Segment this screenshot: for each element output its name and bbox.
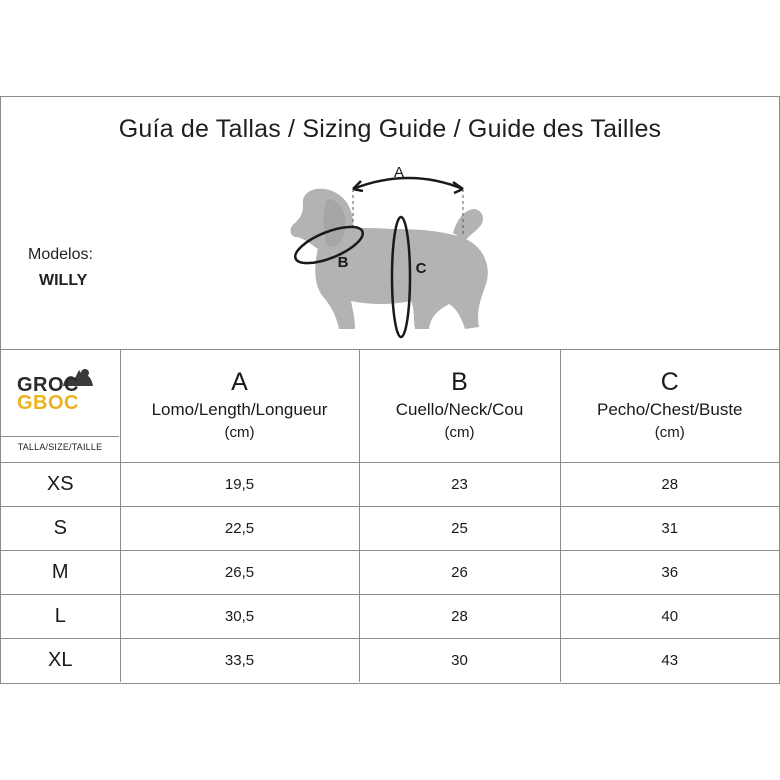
size-cell: M — [1, 550, 120, 594]
models-value: WILLY — [39, 272, 88, 289]
label-c: C — [415, 260, 427, 277]
brand-logo — [7, 364, 115, 424]
column-header-a — [120, 350, 359, 462]
length-cell: 22,5 — [120, 506, 359, 550]
neck-cell: 26 — [359, 550, 560, 594]
neck-cell: 25 — [359, 506, 560, 550]
size-cell: L — [1, 594, 120, 638]
table-row — [1, 594, 779, 638]
length-cell: 30,5 — [120, 594, 359, 638]
column-header-b — [359, 350, 560, 462]
table-row — [1, 638, 779, 682]
size-cell: XL — [1, 638, 120, 682]
column-header-c — [560, 350, 779, 462]
chest-cell: 40 — [560, 594, 779, 638]
logo-text-bottom: GBOC — [17, 392, 79, 414]
table-row — [1, 506, 779, 550]
chest-cell: 36 — [560, 550, 779, 594]
length-cell: 33,5 — [120, 638, 359, 682]
table-row — [1, 462, 779, 506]
dog-measurement-diagram — [281, 159, 501, 339]
chest-cell: 31 — [560, 506, 779, 550]
neck-cell: 30 — [359, 638, 560, 682]
column-letter: A — [231, 368, 248, 396]
column-unit: (cm) — [444, 424, 475, 441]
size-cell: XS — [1, 462, 120, 506]
size-cell: S — [1, 506, 120, 550]
neck-cell: 28 — [359, 594, 560, 638]
table-header-row — [1, 350, 779, 462]
logo-text-top: GROC — [17, 374, 79, 396]
label-b: B — [337, 254, 349, 271]
neck-cell: 23 — [359, 462, 560, 506]
dog-silhouette-icon — [291, 189, 488, 329]
length-cell: 19,5 — [120, 462, 359, 506]
length-cell: 26,5 — [120, 550, 359, 594]
table-row — [1, 550, 779, 594]
guide-header-panel — [1, 97, 779, 350]
column-name: Cuello/Neck/Cou — [395, 400, 524, 419]
size-table — [1, 350, 779, 682]
column-name: Lomo/Length/Longueur — [151, 400, 328, 419]
column-unit: (cm) — [654, 424, 685, 441]
measurement-a-icon — [353, 178, 463, 235]
chest-cell: 28 — [560, 462, 779, 506]
column-letter: B — [451, 368, 468, 396]
label-a: A — [393, 164, 405, 181]
logo-header-cell — [1, 350, 120, 462]
column-letter: C — [660, 368, 679, 396]
column-unit: (cm) — [224, 424, 255, 441]
size-column-header: TALLA/SIZE/TAILLE — [1, 436, 119, 452]
models-label: Modelos: — [28, 246, 93, 263]
page-title: Guía de Tallas / Sizing Guide / Guide des Tailles — [118, 115, 662, 143]
chest-cell: 43 — [560, 638, 779, 682]
column-name: Pecho/Chest/Buste — [596, 400, 743, 419]
sizing-guide — [0, 96, 780, 684]
